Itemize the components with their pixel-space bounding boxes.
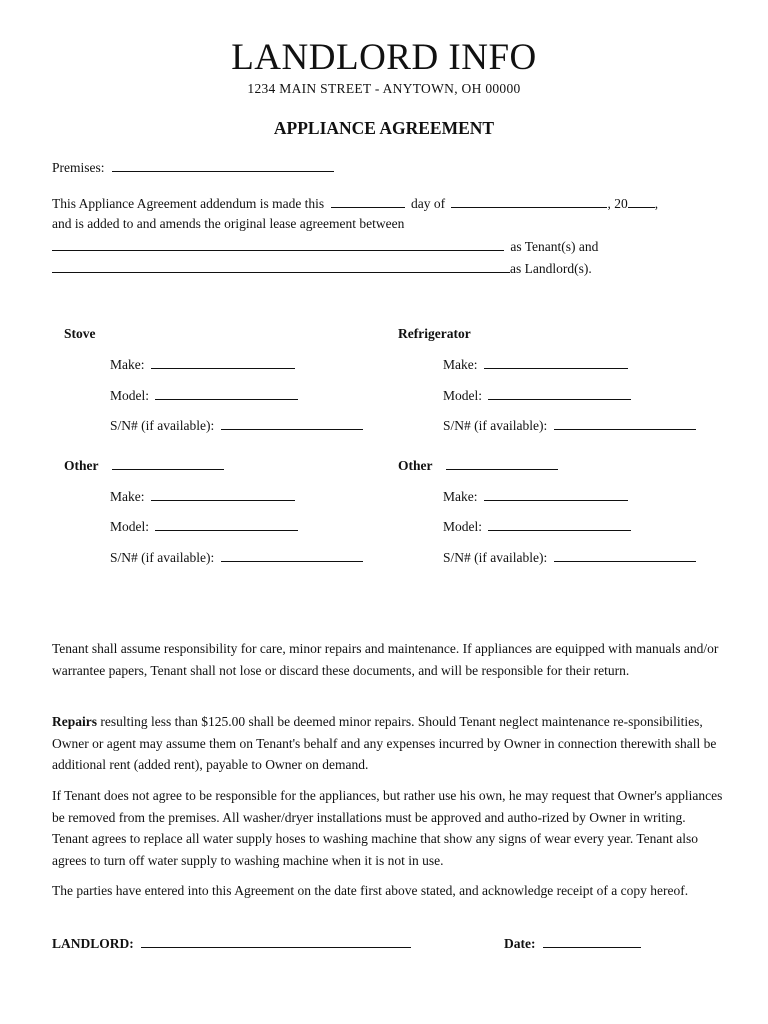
fridge-make-row [443,355,628,374]
day-field[interactable] [331,194,405,208]
other-left-make-row [110,487,295,506]
other-right-type-field[interactable] [446,456,558,470]
other-right-make-field[interactable] [484,487,628,501]
other-left-type-field[interactable] [112,456,224,470]
stove-model-field[interactable] [155,386,298,400]
fridge-sn-field[interactable] [554,416,696,430]
fridge-model-row [443,386,631,405]
company-name: LANDLORD INFO [231,37,537,78]
landlord-signature-field[interactable] [141,934,411,948]
repairs-term: Repairs [52,714,97,729]
terms-acknowledgement-paragraph: The parties have entered into this Agreement on the date first above stated, and acknowledge receipt of a copy hereof. [52,883,689,898]
fridge-model-field[interactable] [488,386,631,400]
tenant-label: as Tenant(s) and [510,239,599,254]
year-prefix-text: , 20 [607,196,628,211]
fridge-sn-row [443,416,696,435]
document-title: APPLIANCE AGREEMENT [273,118,495,138]
stove-heading: Stove [64,326,96,341]
landlord-signature-row [52,934,411,953]
other-left-model-field[interactable] [155,517,298,531]
other-right-row [398,456,558,475]
date-comma: , [654,196,659,211]
fridge-sn-label: S/N# (if available): [443,418,548,433]
other-right-sn-label: S/N# (if available): [443,550,548,565]
other-left-model-label: Model: [110,519,149,534]
made-this-text: This Appliance Agreement addendum is made this [52,196,325,211]
landlord-label: as Landlord(s). [510,261,592,276]
stove-model-row [110,386,298,405]
month-field[interactable] [451,194,607,208]
date-signature-field[interactable] [543,934,641,948]
other-right-model-row [443,517,631,536]
landlord-signature-label: LANDLORD: [52,936,134,951]
premises-field[interactable] [112,158,334,172]
other-right-model-field[interactable] [488,517,631,531]
other-right-make-row [443,487,628,506]
day-of-text: day of [410,196,446,211]
repairs-text: resulting less than $125.00 shall be deemed minor repairs. Should Tenant neglect maintenance re-sponsibilities, Owner or agent may assume them on Tenant's behalf and any expenses incurred by Owner in connection therewith shall be additional rent (added rent), payable to Owner on demand. [52,714,717,772]
other-right-sn-field[interactable] [554,548,696,562]
fridge-model-label: Model: [443,388,482,403]
terms-repairs-paragraph [52,711,724,776]
other-left-heading: Other [64,458,99,473]
tenant-row [52,237,598,256]
other-right-heading: Other [398,458,433,473]
stove-sn-row [110,416,363,435]
other-left-sn-field[interactable] [221,548,363,562]
amends-lease-text: and is added to and amends the original lease agreement between [52,216,405,231]
tenant-name-field[interactable] [52,237,504,251]
fridge-make-field[interactable] [484,355,628,369]
other-left-make-field[interactable] [151,487,295,501]
other-right-make-label: Make: [443,489,478,504]
other-left-sn-row [110,548,363,567]
stove-sn-label: S/N# (if available): [110,418,215,433]
stove-sn-field[interactable] [221,416,363,430]
year-field[interactable] [628,194,655,208]
other-right-sn-row [443,548,696,567]
terms-own-appliances-paragraph: If Tenant does not agree to be responsible for the appliances, but rather use his own, he may request that Owner's appliances be removed from the premises. All washer/dryer installations must be approved and autho-rized by Owner in writing. Tenant agrees to replace all water supply hoses to washing machine that show any signs of wear every year. Tenant also agrees to turn off water supply to washing machine when it is not in use. [52,788,723,868]
other-left-make-label: Make: [110,489,145,504]
other-right-model-label: Model: [443,519,482,534]
landlord-name-field[interactable] [52,259,510,273]
fridge-make-label: Make: [443,357,478,372]
stove-make-row [110,355,295,374]
premises-label: Premises: [52,160,105,175]
other-left-model-row [110,517,298,536]
stove-make-label: Make: [110,357,145,372]
agreement-date-row [52,194,658,213]
date-signature-label: Date: [504,936,536,951]
landlord-row [52,259,592,278]
date-signature-row [504,934,641,953]
stove-model-label: Model: [110,388,149,403]
other-left-row [64,456,224,475]
terms-care-paragraph: Tenant shall assume responsibility for care, minor repairs and maintenance. If appliances are equipped with manuals and/or warrantee papers, Tenant shall not lose or discard these documents, and will be responsible for their return. [52,641,719,678]
stove-make-field[interactable] [151,355,295,369]
company-address: 1234 MAIN STREET - ANYTOWN, OH 00000 [247,81,521,96]
premises-row [52,158,334,177]
refrigerator-heading: Refrigerator [398,326,471,341]
other-left-sn-label: S/N# (if available): [110,550,215,565]
